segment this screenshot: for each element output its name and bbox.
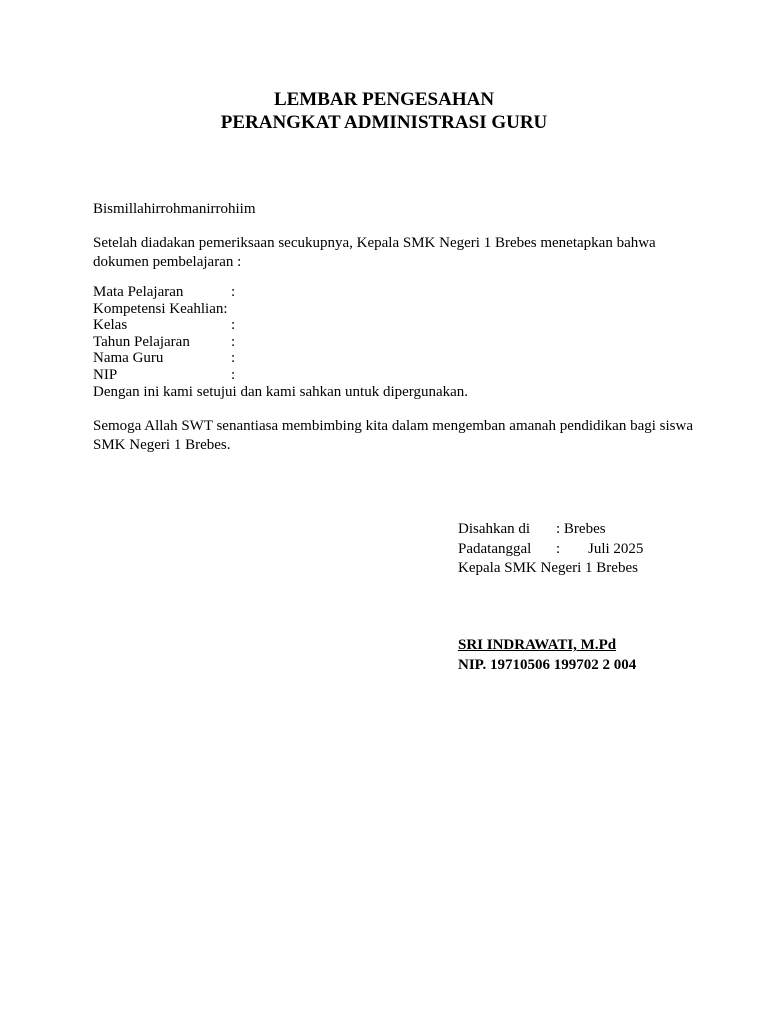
- signature-date-colon: :: [556, 541, 561, 557]
- field-colon: :: [231, 317, 236, 333]
- field-colon: :: [231, 350, 236, 366]
- field-row-nama-guru: [93, 350, 235, 367]
- field-colon: :: [223, 300, 228, 317]
- opening-greeting: Bismillahirrohmanirrohiim: [93, 201, 256, 217]
- signature-place-value: : Brebes: [556, 521, 606, 537]
- field-label: Kelas: [93, 317, 128, 333]
- document-title-line-1: LEMBAR PENGESAHAN: [273, 89, 495, 110]
- approval-sentence: Dengan ini kami setujui dan kami sahkan untuk dipergunakan.: [93, 384, 469, 400]
- field-label: Kompetensi Keahlian: [93, 300, 224, 317]
- field-row-mata-pelajaran: [93, 284, 235, 301]
- field-colon: :: [231, 366, 236, 383]
- signature-position: Kepala SMK Negeri 1 Brebes: [458, 560, 638, 576]
- field-row-nip: [93, 367, 235, 384]
- signatory-nip: NIP. 19710506 199702 2 004: [458, 657, 637, 673]
- field-label: Tahun Pelajaran: [93, 333, 190, 350]
- intro-paragraph: Setelah diadakan pemeriksaan secukupnya, Kepala SMK Negeri 1 Brebes menetapkan bahwa dokumen pembelajaran :: [93, 235, 656, 270]
- field-row-kelas: [93, 317, 235, 334]
- field-label: Nama Guru: [93, 350, 164, 366]
- closing-paragraph: Semoga Allah SWT senantiasa membimbing kita dalam mengemban amanah pendidikan bagi siswa SMK Negeri 1 Brebes.: [93, 418, 693, 453]
- signature-date-value: Juli 2025: [588, 541, 644, 557]
- field-colon: :: [231, 284, 236, 300]
- signature-date-row: [458, 540, 643, 559]
- field-row-kompetensi-keahlian: [93, 301, 228, 318]
- field-label: NIP: [93, 366, 118, 383]
- field-label: Mata Pelajaran: [93, 284, 184, 300]
- field-row-tahun-pelajaran: [93, 334, 235, 351]
- signatory-name: SRI INDRAWATI, M.Pd: [458, 637, 617, 653]
- signature-place-row: [458, 520, 606, 539]
- field-colon: :: [231, 333, 236, 350]
- document-title-line-2: PERANGKAT ADMINISTRASI GURU: [220, 112, 548, 133]
- signature-date-label: Padatanggal: [458, 541, 532, 557]
- signature-place-label: Disahkan di: [458, 521, 531, 537]
